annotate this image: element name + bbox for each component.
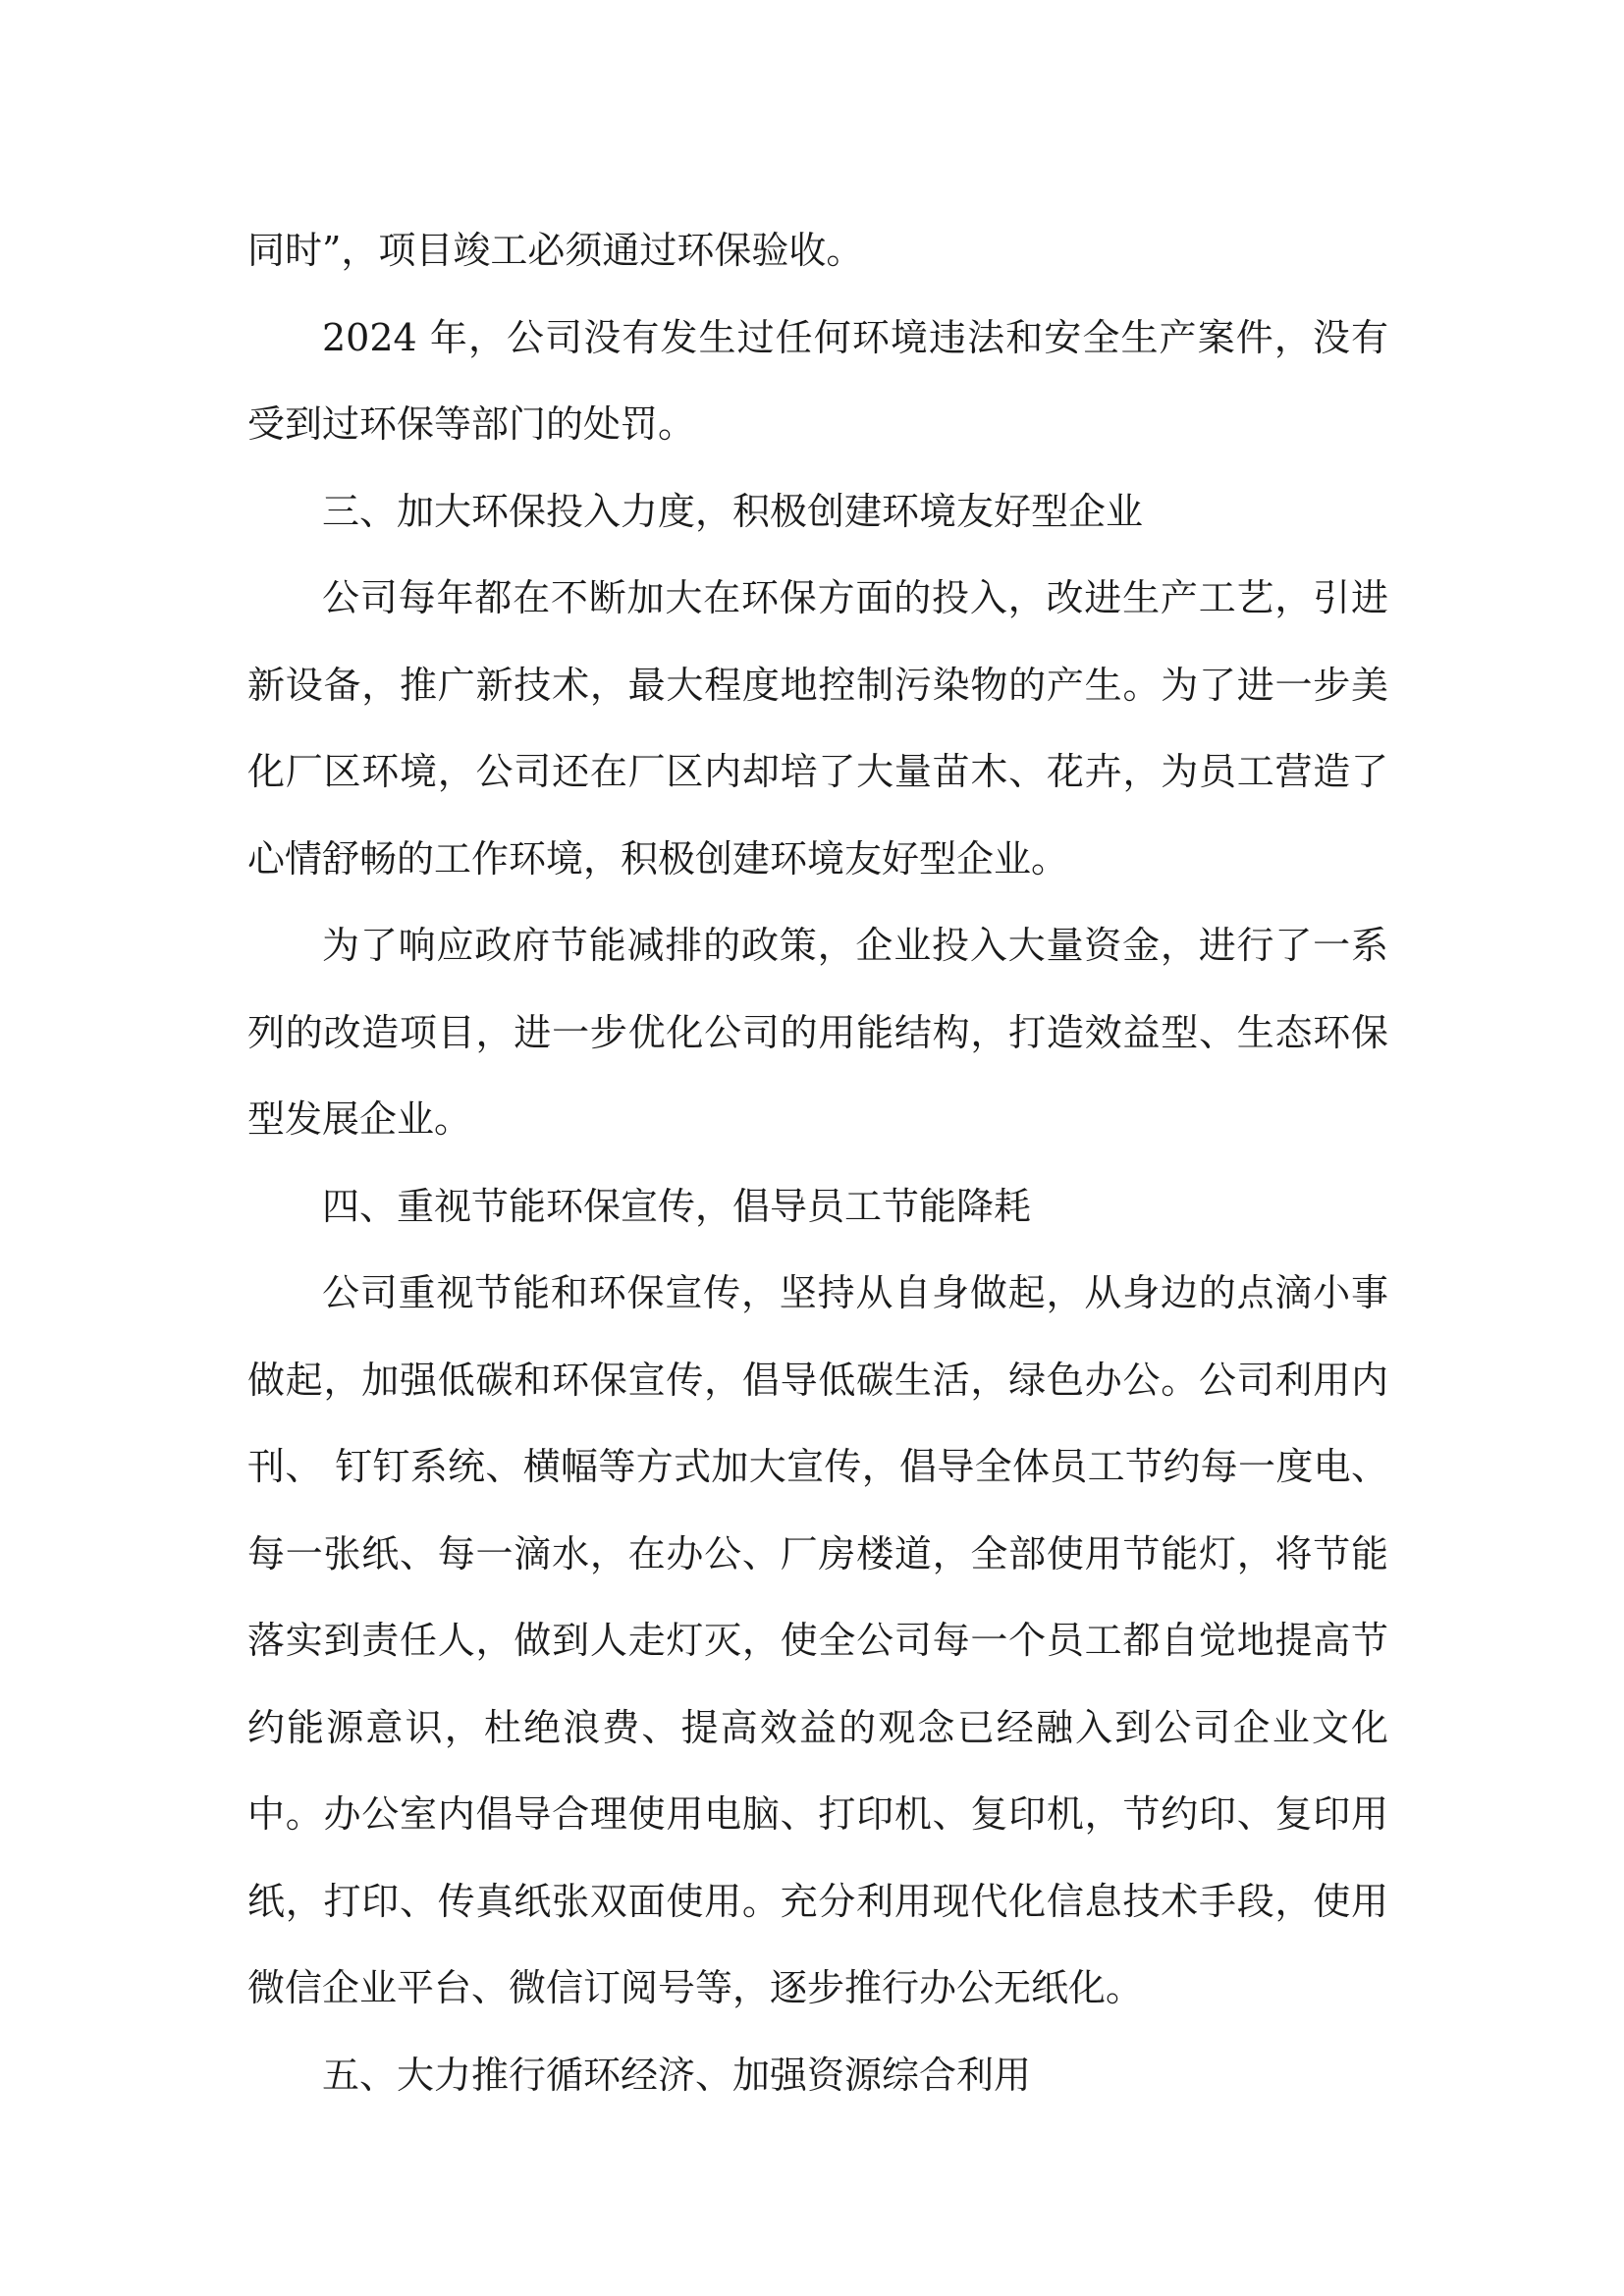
section-heading-3: 三、加大环保投入力度，积极创建环境友好型企业 (322, 489, 1144, 533)
paragraph-investment: 公司每年都在不断加大在环保方面的投入，改进生产工艺，引进新设备，推广新技术，最大程度地控制污染物的产生。为了进一步美化厂区环境，公司还在厂区内却培了大量苗木、花卉，为员工营造了心情舒畅的工作环境，积极创建环境友好型企业。 (247, 576, 1388, 881)
section-heading-4: 四、重视节能环保宣传，倡导员工节能降耗 (322, 1184, 1032, 1228)
paragraph-continuation: 同时”，项目竣工必须通过环保验收。 (247, 229, 864, 272)
document-body (247, 207, 1388, 2118)
paragraph-2024-record: 2024 年，公司没有发生过任何环境违法和安全生产案件，没有受到过环保等部门的处罚。 (247, 315, 1388, 446)
paragraph-energy-policy: 为了响应政府节能减排的政策，企业投入大量资金，进行了一系列的改造项目，进一步优化公司的用能结构，打造效益型、生态环保型发展企业。 (247, 924, 1388, 1141)
paragraph-publicity: 公司重视节能和环保宣传，坚持从自身做起，从身边的点滴小事做起，加强低碳和环保宣传，倡导低碳生活，绿色办公。公司利用内刊、 钉钉系统、横幅等方式加大宣传，倡导全体员工节约每一度电、每一张纸、每一滴水，在办公、厂房楼道，全部使用节能灯，将节能落实到责任人，做到人走灯灭，使全公司每一个员工都自觉地提高节约能源意识，杜绝浪费、提高效益的观念已经融入到公司企业文化中。办公室内倡导合理使用电脑、打印机、复印机，节约印、复印用纸，打印、传真纸张双面使用。充分利用现代化信息技术手段，使用微信企业平台、微信订阅号等，逐步推行办公无纸化。 (247, 1271, 1388, 2009)
section-heading-5: 五、大力推行循环经济、加强资源综合利用 (322, 2053, 1032, 2097)
